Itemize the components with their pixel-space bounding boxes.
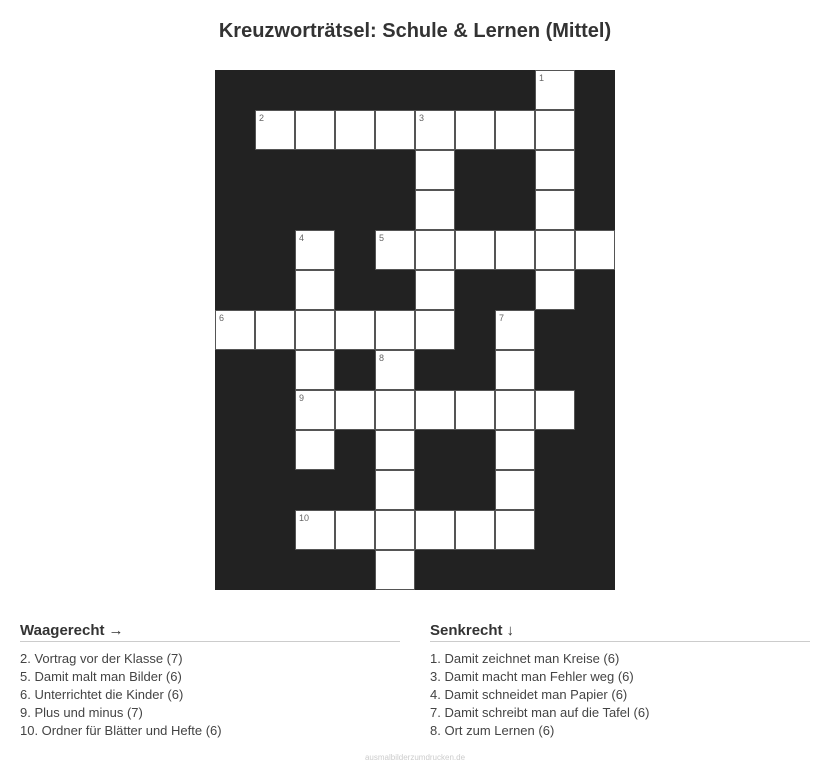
crossword-cell[interactable] bbox=[495, 510, 535, 550]
crossword-cell[interactable] bbox=[375, 350, 415, 390]
across-clue: 10. Ordner für Blätter und Hefte (6) bbox=[20, 723, 222, 738]
crossword-cell[interactable] bbox=[375, 510, 415, 550]
crossword-cell[interactable] bbox=[335, 510, 375, 550]
crossword-cell[interactable] bbox=[295, 230, 335, 270]
crossword-cell[interactable] bbox=[335, 390, 375, 430]
crossword-cell[interactable] bbox=[495, 470, 535, 510]
clue-number: 2 bbox=[259, 113, 265, 123]
clue-number: 1 bbox=[539, 73, 545, 83]
footer-watermark: ausmalbilderzumdrucken.de bbox=[364, 753, 466, 762]
clue-number: 8 bbox=[379, 353, 385, 363]
crossword-cell[interactable] bbox=[455, 510, 495, 550]
across-clue: 9. Plus und minus (7) bbox=[20, 705, 143, 720]
across-heading bbox=[20, 622, 400, 642]
crossword-cell[interactable] bbox=[295, 510, 335, 550]
crossword-cell[interactable] bbox=[295, 390, 335, 430]
crossword-cell[interactable] bbox=[535, 230, 575, 270]
clue-number: 4 bbox=[299, 233, 305, 243]
crossword-cell[interactable] bbox=[295, 270, 335, 310]
crossword-cell[interactable] bbox=[415, 270, 455, 310]
crossword-cell[interactable] bbox=[375, 470, 415, 510]
crossword-cell[interactable] bbox=[415, 230, 455, 270]
across-clue: 2. Vortrag vor der Klasse (7) bbox=[20, 651, 183, 666]
crossword-cell[interactable] bbox=[455, 110, 495, 150]
crossword-cell[interactable] bbox=[535, 110, 575, 150]
clue-number: 10 bbox=[299, 513, 310, 523]
crossword-cell[interactable] bbox=[255, 310, 295, 350]
crossword-cell[interactable] bbox=[215, 310, 255, 350]
crossword-cell[interactable] bbox=[255, 110, 295, 150]
crossword-cell[interactable] bbox=[295, 310, 335, 350]
crossword-cell[interactable] bbox=[375, 390, 415, 430]
clue-number: 7 bbox=[499, 313, 505, 323]
across-heading-label: Waagerecht bbox=[20, 622, 105, 639]
clue-number: 5 bbox=[379, 233, 385, 243]
down-heading-label: Senkrecht bbox=[430, 622, 503, 639]
crossword-cell[interactable] bbox=[415, 510, 455, 550]
crossword-cell[interactable] bbox=[535, 190, 575, 230]
crossword-cell[interactable] bbox=[535, 70, 575, 110]
crossword-cell[interactable] bbox=[415, 150, 455, 190]
crossword-cell[interactable] bbox=[415, 310, 455, 350]
crossword-cell[interactable] bbox=[375, 310, 415, 350]
crossword-cell[interactable] bbox=[295, 110, 335, 150]
crossword-cell[interactable] bbox=[535, 390, 575, 430]
crossword-cell[interactable] bbox=[375, 230, 415, 270]
crossword-cell[interactable] bbox=[375, 550, 415, 590]
down-clue: 7. Damit schreibt man auf die Tafel (6) bbox=[430, 705, 650, 720]
crossword-grid bbox=[215, 70, 615, 590]
crossword-cell[interactable] bbox=[415, 390, 455, 430]
down-clues-section bbox=[430, 622, 810, 740]
crossword-cell[interactable] bbox=[335, 310, 375, 350]
across-clue: 6. Unterrichtet die Kinder (6) bbox=[20, 687, 184, 702]
crossword-cell[interactable] bbox=[455, 390, 495, 430]
across-clues-section bbox=[20, 622, 400, 740]
down-clue: 8. Ort zum Lernen (6) bbox=[430, 723, 555, 738]
crossword-cell[interactable] bbox=[295, 430, 335, 470]
right-arrow-icon: → bbox=[108, 622, 124, 639]
crossword-cell[interactable] bbox=[415, 190, 455, 230]
crossword-cell[interactable] bbox=[415, 110, 455, 150]
clue-number: 3 bbox=[419, 113, 425, 123]
down-clue: 1. Damit zeichnet man Kreise (6) bbox=[430, 651, 620, 666]
crossword-cell[interactable] bbox=[495, 310, 535, 350]
crossword-cell[interactable] bbox=[375, 430, 415, 470]
crossword-cell[interactable] bbox=[335, 110, 375, 150]
crossword-cell[interactable] bbox=[495, 110, 535, 150]
crossword-cell[interactable] bbox=[495, 430, 535, 470]
crossword-cell[interactable] bbox=[535, 150, 575, 190]
down-arrow-icon: ↓ bbox=[506, 622, 515, 639]
clue-number: 9 bbox=[299, 393, 305, 403]
clue-number: 6 bbox=[219, 313, 225, 323]
crossword-cell[interactable] bbox=[495, 230, 535, 270]
crossword-cell[interactable] bbox=[455, 230, 495, 270]
page-title: Kreuzworträtsel: Schule & Lernen (Mittel) bbox=[218, 20, 612, 42]
down-clue: 4. Damit schneidet man Papier (6) bbox=[430, 687, 628, 702]
crossword-cell[interactable] bbox=[575, 230, 615, 270]
crossword-cell[interactable] bbox=[295, 350, 335, 390]
down-heading bbox=[430, 622, 810, 642]
down-clue: 3. Damit macht man Fehler weg (6) bbox=[430, 669, 634, 684]
across-clue: 5. Damit malt man Bilder (6) bbox=[20, 669, 182, 684]
crossword-cell[interactable] bbox=[375, 110, 415, 150]
crossword-cell[interactable] bbox=[535, 270, 575, 310]
crossword-cell[interactable] bbox=[495, 350, 535, 390]
crossword-cell[interactable] bbox=[495, 390, 535, 430]
